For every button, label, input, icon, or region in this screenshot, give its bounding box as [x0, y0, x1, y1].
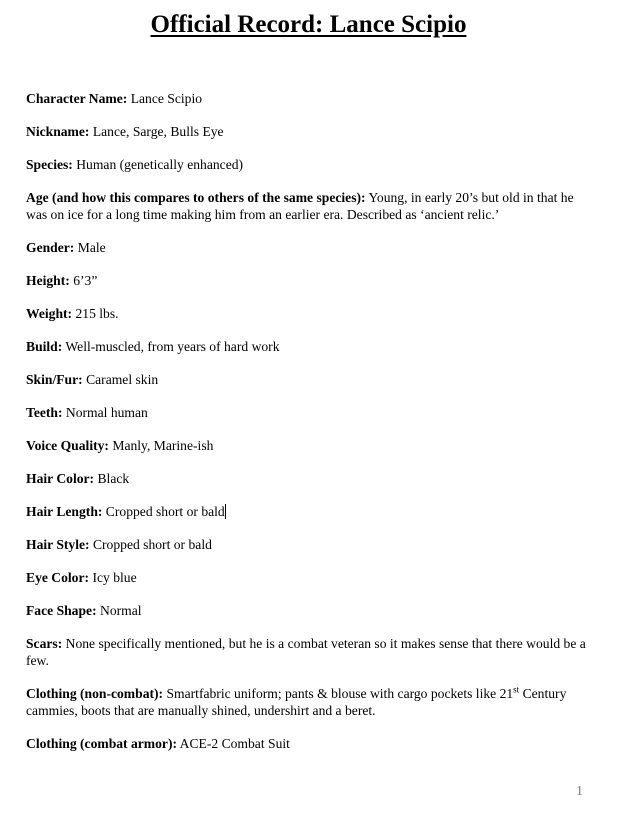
field-label: Face Shape: [26, 603, 97, 618]
field-label: Species: [26, 157, 73, 172]
field-label: Clothing (combat armor): [26, 736, 178, 751]
field-label: Clothing (non-combat): [26, 686, 164, 701]
field-value[interactable]: Caramel skin [82, 372, 159, 387]
field-teeth [26, 404, 586, 421]
field-value-continued[interactable]: Century cammies, boots that are manually shined, undershirt and a beret. [26, 686, 567, 718]
field-age [26, 189, 586, 223]
field-label: Build: [26, 339, 63, 354]
field-species [26, 156, 586, 173]
field-build [26, 338, 586, 355]
field-scars [26, 635, 586, 669]
field-label: Gender: [26, 240, 75, 255]
field-label: Hair Length: [26, 504, 103, 519]
field-value[interactable]: ACE-2 Combat Suit [177, 736, 290, 751]
ordinal-suffix: st [513, 684, 520, 695]
field-value[interactable]: Male [74, 240, 106, 255]
field-value[interactable]: Well-muscled, from years of hard work [62, 339, 280, 354]
field-weight [26, 305, 586, 322]
field-height [26, 272, 586, 289]
field-label: Hair Color: [26, 471, 95, 486]
field-clothing-non-combat [26, 685, 586, 719]
field-value[interactable]: Cropped short or bald [102, 504, 225, 519]
page-title: Official Record: Lance Scipio [150, 11, 467, 38]
field-value[interactable]: Young, in early 20’s but old in that he was on ice for a long time making him from an earlier era. Described as ‘ancient relic.’ [26, 190, 574, 222]
field-label: Age (and how this compares to others of the same species): [26, 190, 366, 205]
field-value[interactable]: Human (genetically enhanced) [72, 157, 244, 172]
field-label: Eye Color: [26, 570, 90, 585]
field-label: Character Name: [26, 91, 128, 106]
field-hair-length [26, 503, 586, 520]
field-eye-color [26, 569, 586, 586]
field-label: Teeth: [26, 405, 63, 420]
field-hair-color [26, 470, 586, 487]
field-label: Voice Quality: [26, 438, 109, 453]
field-face-shape [26, 602, 586, 619]
field-value[interactable]: Lance Scipio [127, 91, 203, 106]
field-label: Hair Style: [26, 537, 90, 552]
field-value[interactable]: Lance, Sarge, Bulls Eye [89, 124, 224, 139]
field-label: Scars: [26, 636, 63, 651]
page-number: 1 [576, 784, 583, 799]
field-hair-style [26, 536, 586, 553]
field-skin-fur [26, 371, 586, 388]
record-fields [26, 90, 586, 768]
field-value[interactable]: Smartfabric uniform; pants & blouse with cargo pockets like 21 [163, 686, 514, 701]
field-value[interactable]: Normal [96, 603, 142, 618]
field-voice-quality [26, 437, 586, 454]
field-clothing-combat-armor [26, 735, 586, 752]
field-value[interactable]: 6’3” [69, 273, 98, 288]
field-label: Skin/Fur: [26, 372, 83, 387]
field-gender [26, 239, 586, 256]
field-value[interactable]: Black [94, 471, 130, 486]
field-value[interactable]: 215 lbs. [72, 306, 119, 321]
field-value[interactable]: Normal human [62, 405, 148, 420]
field-value[interactable]: Manly, Marine-ish [108, 438, 214, 453]
field-label: Nickname: [26, 124, 90, 139]
field-character-name [26, 90, 586, 107]
field-value[interactable]: Icy blue [89, 570, 137, 585]
field-value[interactable]: None specifically mentioned, but he is a combat veteran so it makes sense that there would be a few. [26, 636, 586, 668]
field-label: Weight: [26, 306, 73, 321]
field-label: Height: [26, 273, 70, 288]
field-nickname [26, 123, 586, 140]
field-value[interactable]: Cropped short or bald [89, 537, 212, 552]
